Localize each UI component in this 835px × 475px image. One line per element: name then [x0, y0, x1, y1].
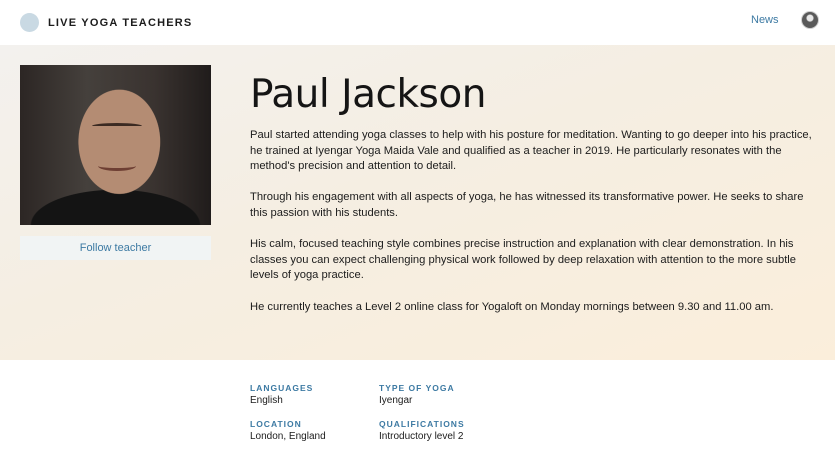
teacher-profile-hero: [0, 45, 835, 360]
detail-label: LANGUAGES: [250, 383, 314, 393]
photo-eyes: [92, 123, 142, 129]
detail-type-of-yoga: [379, 383, 499, 406]
user-avatar-icon[interactable]: [801, 11, 819, 29]
bio-paragraph: Through his engagement with all aspects of yoga, he has witnessed its transformative power. He seeks to share this passion with his students.: [250, 191, 804, 219]
detail-value: English: [250, 395, 283, 406]
logo-icon[interactable]: [20, 13, 39, 32]
detail-location: [250, 419, 370, 442]
detail-label: QUALIFICATIONS: [379, 419, 465, 429]
detail-languages: [250, 383, 370, 406]
detail-label: LOCATION: [250, 419, 302, 429]
teacher-bio: [250, 128, 822, 331]
detail-value: Iyengar: [379, 395, 413, 406]
photo-smile: [98, 161, 136, 171]
follow-teacher-button[interactable]: Follow teacher: [20, 236, 211, 260]
nav-link-news[interactable]: News: [751, 14, 779, 26]
brand-name[interactable]: LIVE YOGA TEACHERS: [48, 16, 193, 29]
teacher-name: Paul Jackson: [250, 72, 486, 117]
detail-value: Introductory level 2: [379, 431, 464, 442]
bio-paragraph: His calm, focused teaching style combines precise instruction and explanation with clear demonstration. In his classes you can expect challenging physical work followed by deep relaxation with attention to the more subtle levels of yoga practice.: [250, 238, 797, 282]
detail-value: London, England: [250, 431, 326, 442]
detail-qualifications: [379, 419, 499, 442]
bio-paragraph: He currently teaches a Level 2 online class for Yogaloft on Monday mornings between 9.30 and 11.00 am.: [250, 300, 774, 313]
detail-label: TYPE OF YOGA: [379, 383, 455, 393]
teacher-photo: [20, 65, 211, 225]
bio-paragraph: Paul started attending yoga classes to help with his posture for meditation. Wanting to go deeper into his practice, he trained at Iyengar Yoga Maida Vale and qualified as a teacher in 2019. He particularly resonates with the method's precision and attention to detail.: [250, 129, 812, 173]
top-navigation-bar: [0, 0, 835, 45]
